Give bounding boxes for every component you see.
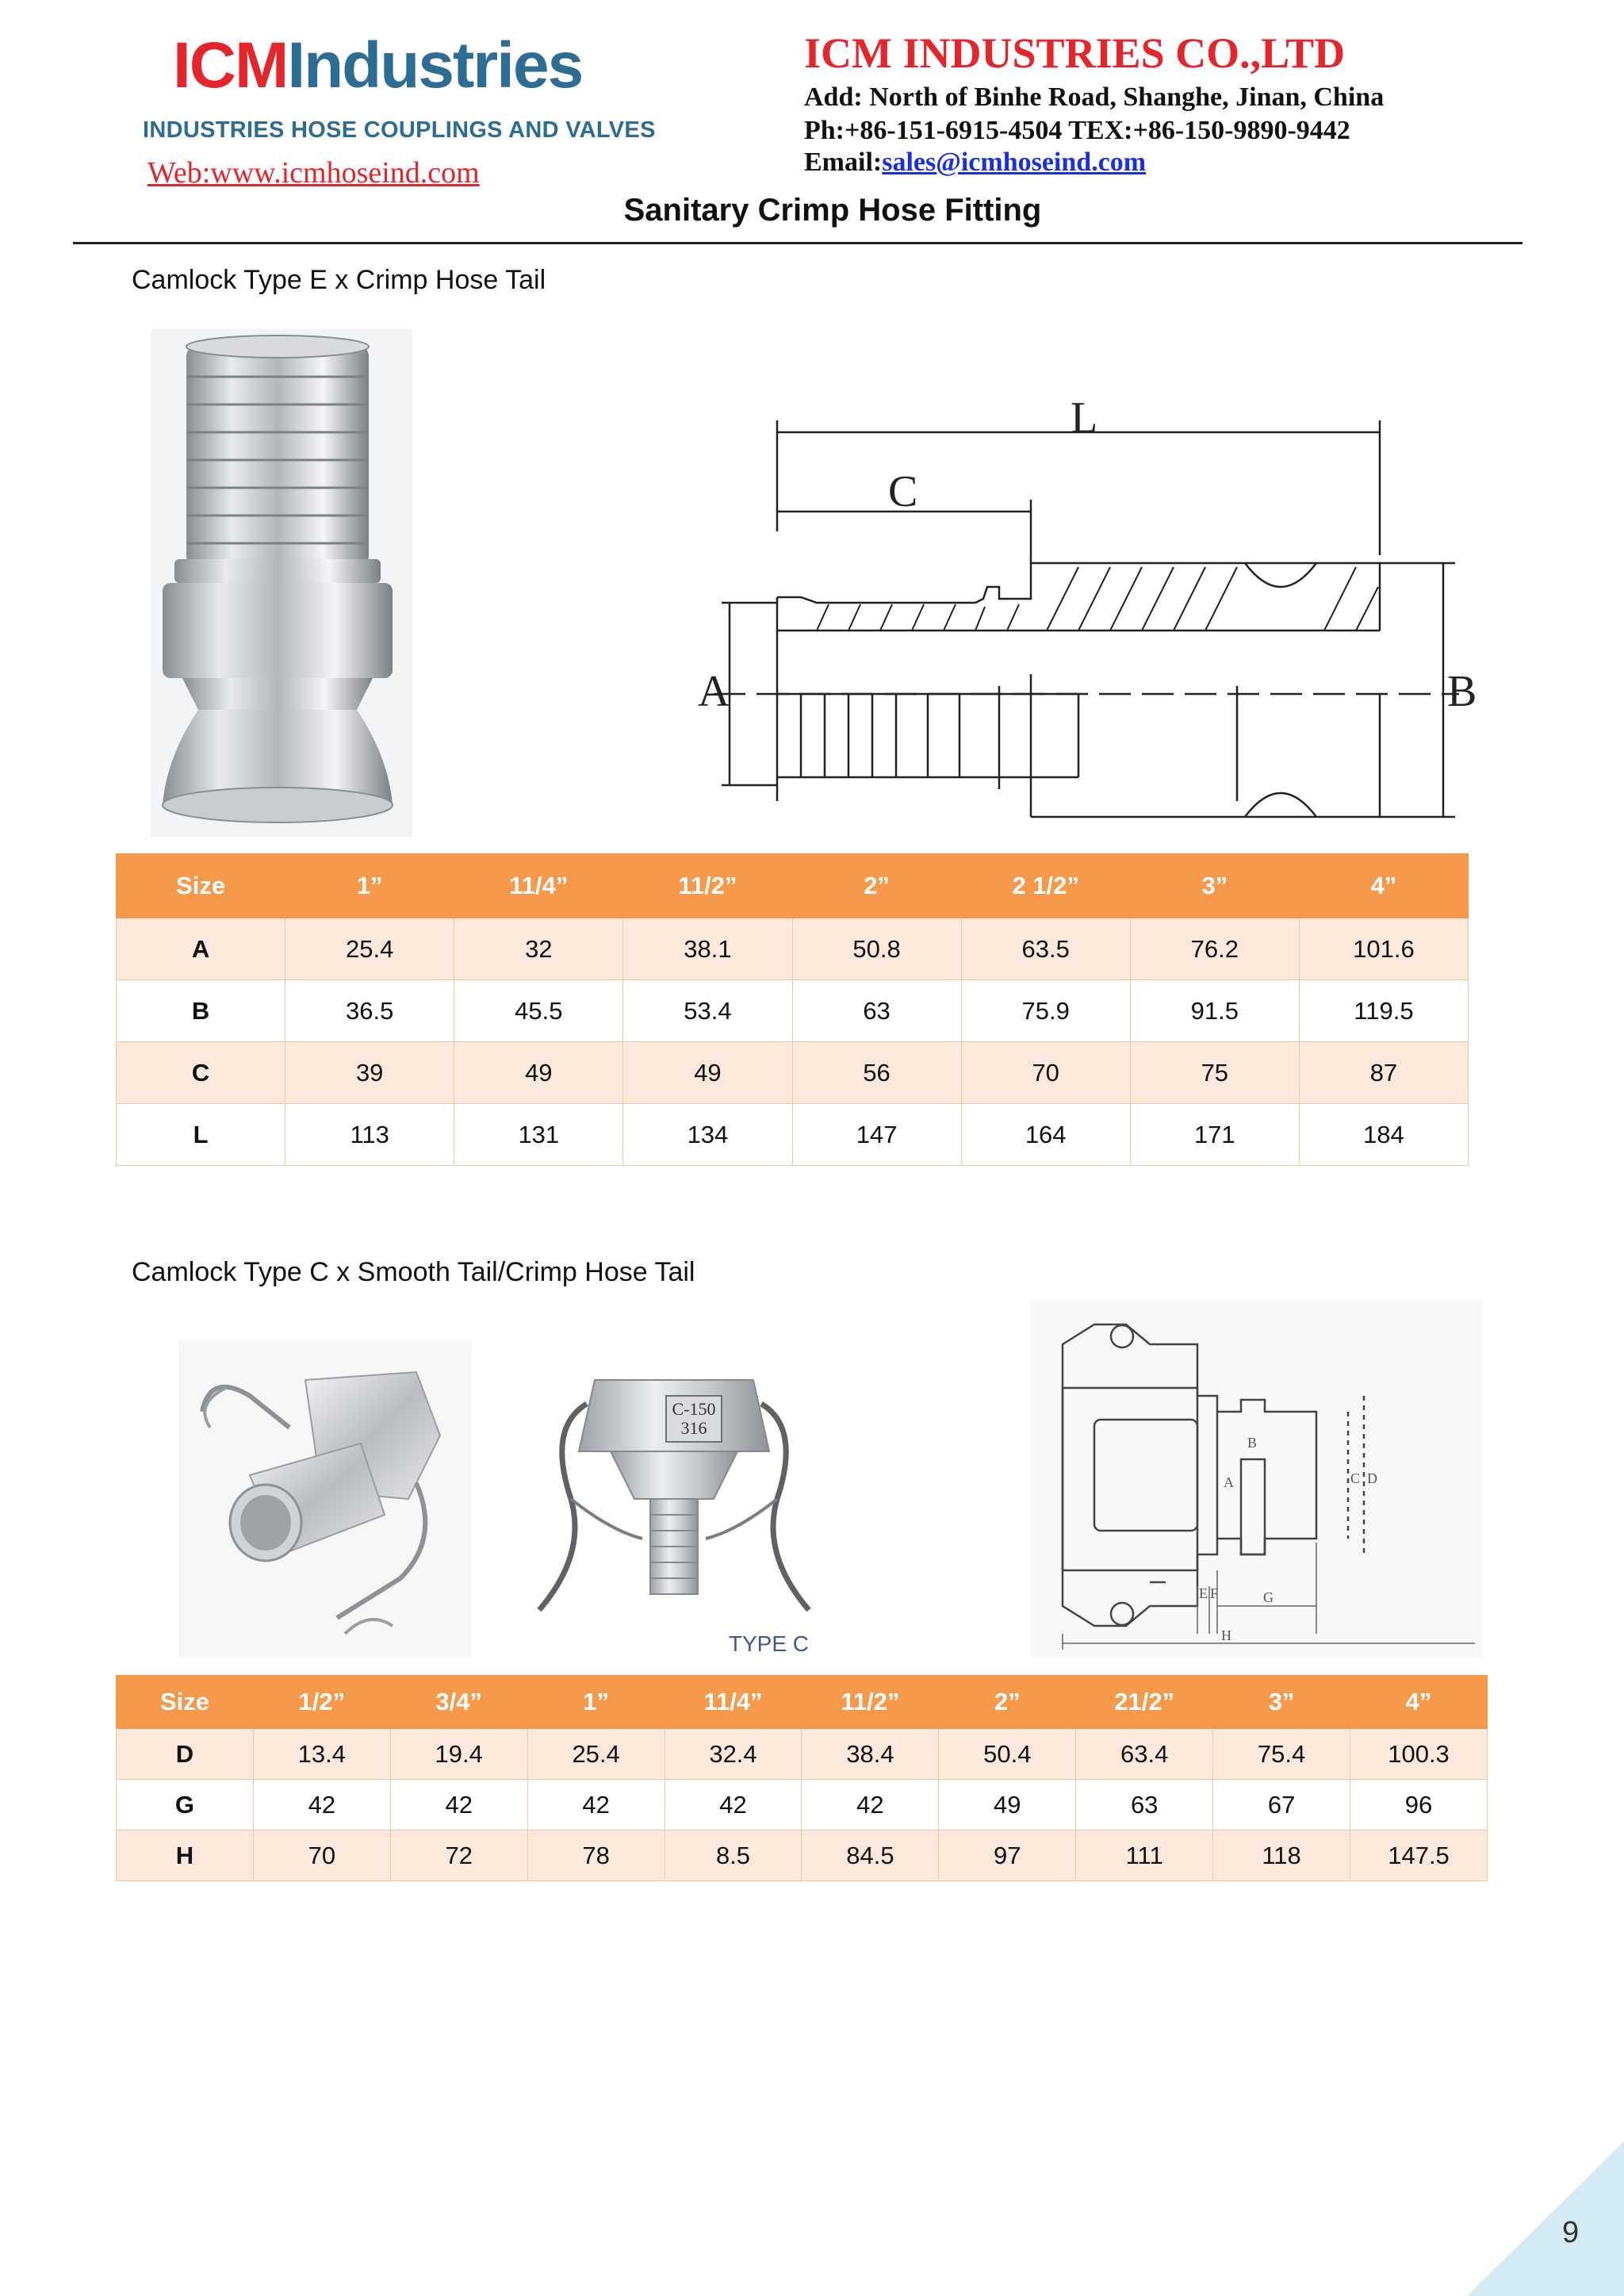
table-cell: 49	[623, 1042, 792, 1104]
email-label: Email:	[804, 148, 883, 177]
table-cell: 70	[961, 1042, 1130, 1104]
table-header-cell: 3/4”	[390, 1676, 527, 1729]
type-e-dimensions-table	[116, 853, 1469, 1166]
table-cell: 42	[390, 1780, 527, 1830]
table-cell: 49	[939, 1780, 1076, 1830]
table-header-cell: 11/4”	[665, 1676, 802, 1729]
company-address: Add: North of Binhe Road, Shanghe, Jinan, China	[804, 82, 1385, 112]
coupling-marking-size: C-150	[672, 1399, 716, 1419]
header-divider	[73, 242, 1522, 244]
section-title-type-c: Camlock Type C x Smooth Tail/Crimp Hose Tail	[132, 1257, 695, 1287]
table-cell: 38.4	[802, 1729, 939, 1780]
table-cell: 63	[792, 980, 961, 1042]
type-e-fitting-photo	[151, 329, 412, 837]
drawing-label-f: F	[1210, 1585, 1219, 1601]
photo-caption-type-c: TYPE C	[728, 1631, 809, 1656]
table-cell: 25.4	[285, 918, 454, 980]
table-cell: 87	[1299, 1042, 1468, 1104]
table-cell: 39	[285, 1042, 454, 1104]
drawing-label-b: B	[1247, 1435, 1258, 1451]
table-cell: 171	[1130, 1104, 1299, 1166]
table-cell: 72	[390, 1830, 527, 1881]
company-phone: Ph:+86-151-6915-4504 TEX:+86-150-9890-9442	[804, 116, 1350, 145]
table-header-cell: 1/2”	[253, 1676, 390, 1729]
table-header-cell: 2”	[792, 854, 961, 918]
table-row-label: C	[117, 1042, 285, 1104]
table-cell: 50.4	[939, 1729, 1076, 1780]
company-name: ICM INDUSTRIES CO.,LTD	[804, 29, 1346, 77]
table-cell: 56	[792, 1042, 961, 1104]
table-cell: 63.4	[1076, 1729, 1213, 1780]
type-c-dimensions-table	[116, 1675, 1488, 1881]
table-cell: 76.2	[1130, 918, 1299, 980]
table-header-cell: 3”	[1213, 1676, 1350, 1729]
table-header-cell: 1”	[527, 1676, 665, 1729]
website-link[interactable]: Web:www.icmhoseind.com	[147, 156, 480, 190]
section-title-type-e: Camlock Type E x Crimp Hose Tail	[132, 265, 546, 295]
table-cell: 38.1	[623, 918, 792, 980]
table-cell: 119.5	[1299, 980, 1468, 1042]
table-cell: 42	[253, 1780, 390, 1830]
page-number: 9	[1562, 2216, 1580, 2249]
email-link[interactable]: sales@icmhoseind.com	[882, 148, 1147, 177]
table-header-cell: 21/2”	[1076, 1676, 1213, 1729]
drawing-label-c: C	[888, 467, 918, 516]
table-row	[117, 918, 1469, 980]
table-cell: 63	[1076, 1780, 1213, 1830]
table-row	[117, 1830, 1488, 1881]
table-cell: 49	[454, 1042, 623, 1104]
table-cell: 131	[454, 1104, 623, 1166]
drawing-label-d: D	[1367, 1470, 1377, 1486]
type-e-technical-drawing	[698, 373, 1483, 849]
table-header-cell: 11/2”	[802, 1676, 939, 1729]
drawing-label-a: A	[698, 667, 730, 716]
drawing-label-c: C	[1350, 1470, 1361, 1486]
table-cell: 147	[792, 1104, 961, 1166]
table-cell: 75.9	[961, 980, 1130, 1042]
table-cell: 63.5	[961, 918, 1130, 980]
page-title: Sanitary Crimp Hose Fitting	[623, 193, 1042, 228]
table-row-label: L	[117, 1104, 285, 1166]
table-cell: 75.4	[1213, 1729, 1350, 1780]
table-cell: 91.5	[1130, 980, 1299, 1042]
table-cell: 45.5	[454, 980, 623, 1042]
drawing-label-b: B	[1447, 667, 1477, 716]
logo-wordmark	[173, 30, 585, 102]
coupling-marking-grade: 316	[680, 1418, 707, 1438]
drawing-label-g: G	[1263, 1589, 1274, 1605]
table-cell: 147.5	[1350, 1830, 1488, 1881]
table-header-cell: 2 1/2”	[961, 854, 1130, 918]
table-row-label: G	[117, 1780, 254, 1830]
company-logo	[173, 30, 585, 102]
table-cell: 19.4	[390, 1729, 527, 1780]
table-row	[117, 980, 1469, 1042]
type-c-coupling-photo-side	[178, 1340, 472, 1658]
table-header-cell: 11/4”	[454, 854, 623, 918]
table-row	[117, 1729, 1488, 1780]
table-header-row	[117, 1676, 1488, 1729]
drawing-label-h: H	[1221, 1627, 1231, 1643]
logo-icm: ICM	[173, 29, 288, 102]
table-cell: 32.4	[665, 1729, 802, 1780]
table-header-cell: 2”	[939, 1676, 1076, 1729]
table-cell: 100.3	[1350, 1729, 1488, 1780]
table-cell: 42	[665, 1780, 802, 1830]
table-cell: 50.8	[792, 918, 961, 980]
table-cell: 25.4	[527, 1729, 665, 1780]
table-cell: 8.5	[665, 1830, 802, 1881]
table-cell: 42	[527, 1780, 665, 1830]
logo-industries: Industries	[287, 29, 583, 102]
table-cell: 13.4	[253, 1729, 390, 1780]
table-row-label: D	[117, 1729, 254, 1780]
page-corner-decoration	[1467, 2141, 1624, 2296]
table-cell: 36.5	[285, 980, 454, 1042]
type-c-technical-drawing	[1031, 1301, 1483, 1658]
drawing-label-l: L	[1071, 393, 1098, 443]
type-c-coupling-photo-front	[523, 1348, 825, 1665]
table-header-cell: 4”	[1350, 1676, 1488, 1729]
table-header-cell: Size	[117, 1676, 254, 1729]
company-email	[804, 148, 1146, 178]
table-cell: 184	[1299, 1104, 1468, 1166]
table-cell: 118	[1213, 1830, 1350, 1881]
table-row-label: H	[117, 1830, 254, 1881]
table-header-row	[117, 854, 1469, 918]
table-cell: 75	[1130, 1042, 1299, 1104]
table-cell: 84.5	[802, 1830, 939, 1881]
table-header-cell: 3”	[1130, 854, 1299, 918]
table-cell: 53.4	[623, 980, 792, 1042]
table-row-label: B	[117, 980, 285, 1042]
table-cell: 42	[802, 1780, 939, 1830]
table-cell: 101.6	[1299, 918, 1468, 980]
logo-tagline: INDUSTRIES HOSE COUPLINGS AND VALVES	[143, 117, 656, 143]
table-row	[117, 1780, 1488, 1830]
table-cell: 78	[527, 1830, 665, 1881]
table-cell: 111	[1076, 1830, 1213, 1881]
table-header-cell: 1”	[285, 854, 454, 918]
table-header-cell: 4”	[1299, 854, 1468, 918]
table-cell: 113	[285, 1104, 454, 1166]
table-cell: 97	[939, 1830, 1076, 1881]
table-row	[117, 1104, 1469, 1166]
table-cell: 32	[454, 918, 623, 980]
table-cell: 67	[1213, 1780, 1350, 1830]
drawing-label-e: E	[1199, 1585, 1208, 1601]
table-header-cell: Size	[117, 854, 285, 918]
table-row-label: A	[117, 918, 285, 980]
table-row	[117, 1042, 1469, 1104]
drawing-label-a: A	[1224, 1474, 1234, 1490]
table-cell: 134	[623, 1104, 792, 1166]
table-cell: 70	[253, 1830, 390, 1881]
table-header-cell: 11/2”	[623, 854, 792, 918]
table-cell: 164	[961, 1104, 1130, 1166]
table-cell: 96	[1350, 1780, 1488, 1830]
